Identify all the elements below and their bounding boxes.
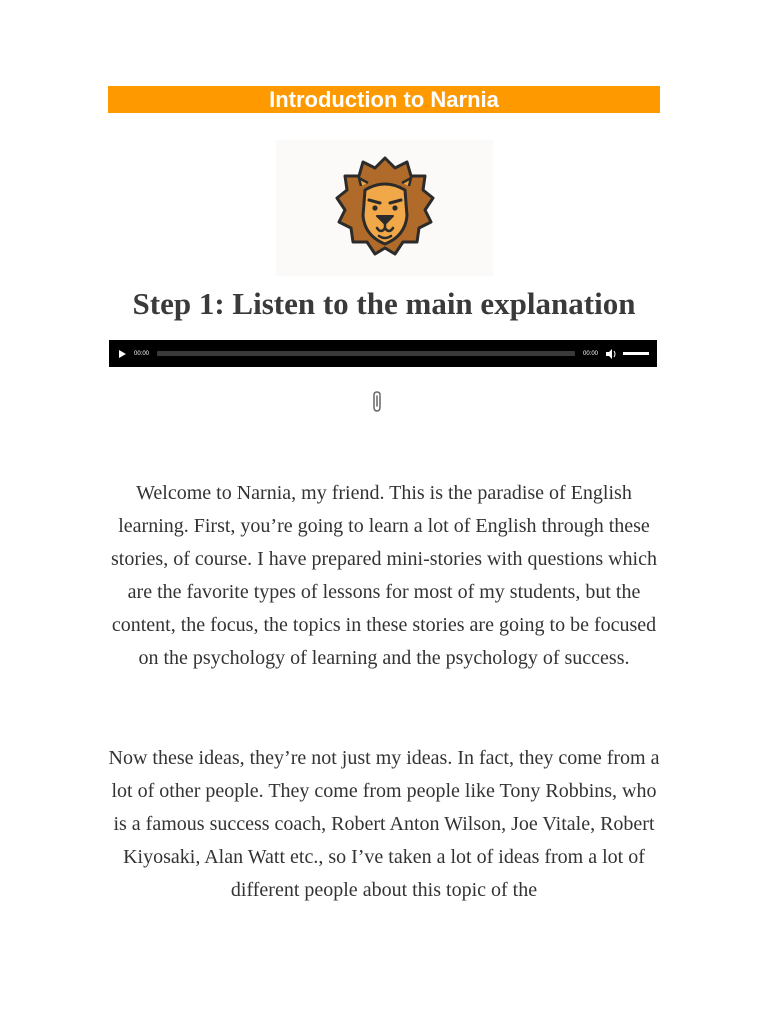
progress-bar[interactable] <box>157 351 575 356</box>
volume-icon[interactable] <box>606 349 617 359</box>
paragraph-intro: Welcome to Narnia, my friend. This is the paradise of English learning. First, you’re going to learn a lot of English through these stories, of course. I have prepared mini-stories with questions which are the favorite types of lessons for most of my students, but the content, the focus, the topics in these stories are going to be focused on the psychology of learning and the psychology of success. <box>111 482 657 669</box>
paperclip-icon[interactable] <box>369 390 385 414</box>
duration: 00:00 <box>582 350 598 357</box>
current-time: 00:00 <box>134 350 150 357</box>
section-banner <box>108 86 660 113</box>
step-title: Step 1: Listen to the main explanation <box>132 286 636 321</box>
audio-player[interactable] <box>109 340 657 367</box>
play-button[interactable] <box>119 350 126 358</box>
volume-slider[interactable] <box>623 352 649 355</box>
banner-title: Introduction to Narnia <box>269 87 499 112</box>
lion-icon <box>335 156 435 260</box>
paragraph-ideas: Now these ideas, they’re not just my ideas. In fact, they come from a lot of other people. They come from people like Tony Robbins, who is a famous success coach, Robert Anton Wilson, Joe Vitale, Robert Kiyosaki, Alan Watt etc., so I’ve taken a lot of ideas from a lot of different people about this topic of the <box>108 747 660 901</box>
lion-logo <box>276 140 493 276</box>
